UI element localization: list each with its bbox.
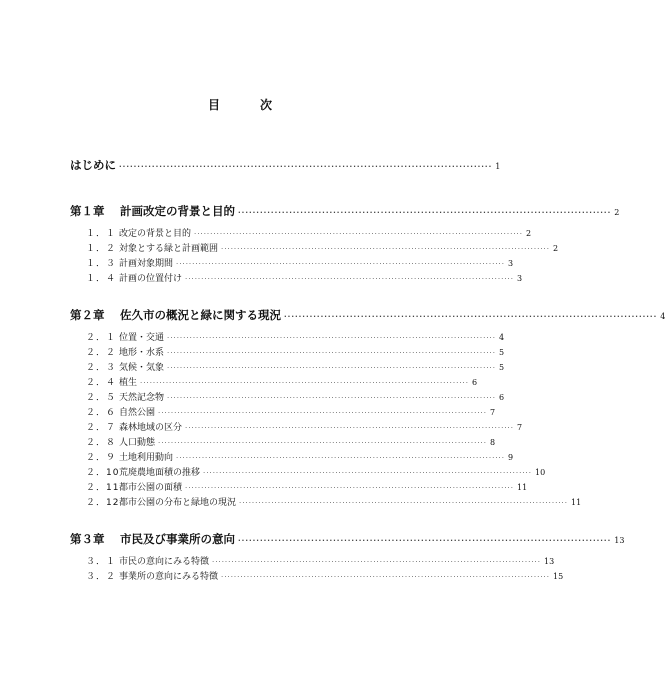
item-page: 15: [552, 572, 564, 581]
toc-item[interactable]: [0, 360, 505, 376]
item-number: ３．１: [86, 557, 117, 567]
item-page: 11: [516, 483, 528, 492]
leader-dots: ······································································································: [119, 163, 493, 171]
leader-dots: ······································································································: [185, 275, 514, 283]
item-number: １．１: [86, 229, 117, 239]
leader-dots: ······································································································: [167, 349, 496, 357]
leader-dots: ······································································································: [167, 364, 496, 372]
toc-item[interactable]: [0, 465, 546, 481]
toc-item[interactable]: [0, 480, 528, 496]
item-label: 土地利用動向: [119, 453, 174, 463]
item-page: 7: [489, 408, 496, 417]
leader-dots: ······································································································: [239, 499, 568, 507]
toc-item[interactable]: [0, 375, 494, 391]
leader-dots: ······································································································: [185, 484, 514, 492]
item-number: ２．５: [86, 393, 117, 403]
chapter-page: 2: [614, 208, 620, 217]
toc-item[interactable]: [0, 569, 564, 585]
item-page: 7: [516, 423, 523, 432]
item-label: 自然公園: [119, 408, 156, 418]
toc-item[interactable]: [0, 390, 505, 406]
toc-item[interactable]: [0, 256, 514, 272]
item-page: 13: [543, 557, 555, 566]
toc-item[interactable]: [0, 271, 523, 287]
chapter-page: 13: [614, 536, 625, 545]
item-page: 5: [498, 363, 505, 372]
leader-dots: ······································································································: [221, 573, 550, 581]
item-number: ２．７: [86, 423, 117, 433]
item-page: 2: [525, 229, 532, 238]
toc-item[interactable]: [0, 435, 494, 451]
toc-entry-preface[interactable]: [0, 157, 501, 173]
item-label: 地形・水系: [119, 348, 165, 358]
item-page: 4: [498, 333, 505, 342]
item-number: ３．２: [86, 572, 117, 582]
item-page: 6: [498, 393, 505, 402]
item-label: 計画の位置付け: [119, 274, 183, 284]
chapter-number: 第２章: [70, 308, 105, 322]
item-label: 植生: [119, 378, 138, 388]
leader-dots: ······································································································: [212, 558, 541, 566]
item-page: 9: [507, 453, 514, 462]
item-number: ２．６: [86, 408, 117, 418]
item-page: 11: [570, 498, 582, 507]
item-number: ２．９: [86, 453, 117, 463]
leader-dots: ······································································································: [176, 454, 505, 462]
item-page: 6: [471, 378, 478, 387]
item-label: 荒廃農地面積の推移: [119, 468, 201, 478]
toc-chapter-2[interactable]: [0, 307, 665, 323]
item-label: 計画対象期間: [119, 259, 174, 269]
item-number: ２．３: [86, 363, 117, 373]
toc-item[interactable]: [0, 405, 494, 421]
item-page: 2: [552, 244, 559, 253]
leader-dots: ······································································································: [167, 394, 496, 402]
item-label: 天然記念物: [119, 393, 165, 403]
chapter-number: 第１章: [70, 204, 105, 218]
toc-item[interactable]: [0, 241, 559, 257]
item-label: 都市公園の面積: [119, 483, 183, 493]
toc-entry-label: はじめに: [70, 158, 116, 172]
toc-item[interactable]: [0, 226, 532, 242]
item-label: 位置・交通: [119, 333, 165, 343]
item-number: ２．10: [86, 468, 120, 478]
toc-chapter-3[interactable]: [0, 531, 625, 547]
item-number: ２．11: [86, 483, 120, 493]
leader-dots: ······································································································: [194, 230, 523, 238]
toc-item[interactable]: [0, 554, 555, 570]
item-number: ２．４: [86, 378, 117, 388]
chapter-title: 佐久市の概況と緑に関する現況: [120, 308, 281, 322]
item-label: 対象とする緑と計画範囲: [119, 244, 219, 254]
item-page: 3: [516, 274, 523, 283]
leader-dots: ······································································································: [185, 424, 514, 432]
leader-dots: ······································································································: [176, 260, 505, 268]
item-label: 改定の背景と目的: [119, 229, 192, 239]
item-page: 3: [507, 259, 514, 268]
leader-dots: ······································································································: [167, 334, 496, 342]
item-number: ２．１: [86, 333, 117, 343]
toc-item[interactable]: [0, 420, 523, 436]
toc-item[interactable]: [0, 345, 505, 361]
item-page: 5: [498, 348, 505, 357]
item-number: ２．12: [86, 498, 120, 508]
item-label: 気候・気象: [119, 363, 165, 373]
item-label: 市民の意向にみる特徴: [119, 557, 210, 567]
leader-dots: ······································································································: [238, 537, 612, 545]
leader-dots: ······································································································: [221, 245, 550, 253]
chapter-title: 計画改定の背景と目的: [120, 204, 235, 218]
chapter-page: 4: [660, 312, 665, 321]
leader-dots: ······································································································: [284, 313, 658, 321]
leader-dots: ······································································································: [158, 409, 487, 417]
leader-dots: ······································································································: [238, 209, 612, 217]
item-number: １．２: [86, 244, 117, 254]
item-label: 事業所の意向にみる特徴: [119, 572, 219, 582]
toc-title: 目 次: [207, 98, 286, 112]
toc-item[interactable]: [0, 330, 505, 346]
item-number: ２．２: [86, 348, 117, 358]
toc-entry-page: 1: [495, 162, 501, 171]
chapter-number: 第３章: [70, 532, 105, 546]
leader-dots: ······································································································: [140, 379, 469, 387]
leader-dots: ······································································································: [203, 469, 532, 477]
item-page: 8: [489, 438, 496, 447]
chapter-title: 市民及び事業所の意向: [120, 532, 235, 546]
item-label: 都市公園の分布と緑地の現況: [119, 498, 237, 508]
leader-dots: ······································································································: [158, 439, 487, 447]
item-label: 人口動態: [119, 438, 156, 448]
toc-chapter-1[interactable]: [0, 203, 620, 219]
toc-item[interactable]: [0, 450, 514, 466]
item-number: １．３: [86, 259, 117, 269]
item-label: 森林地域の区分: [119, 423, 183, 433]
item-number: ２．８: [86, 438, 117, 448]
item-number: １．４: [86, 274, 117, 284]
item-page: 10: [534, 468, 546, 477]
toc-item[interactable]: [0, 495, 582, 511]
